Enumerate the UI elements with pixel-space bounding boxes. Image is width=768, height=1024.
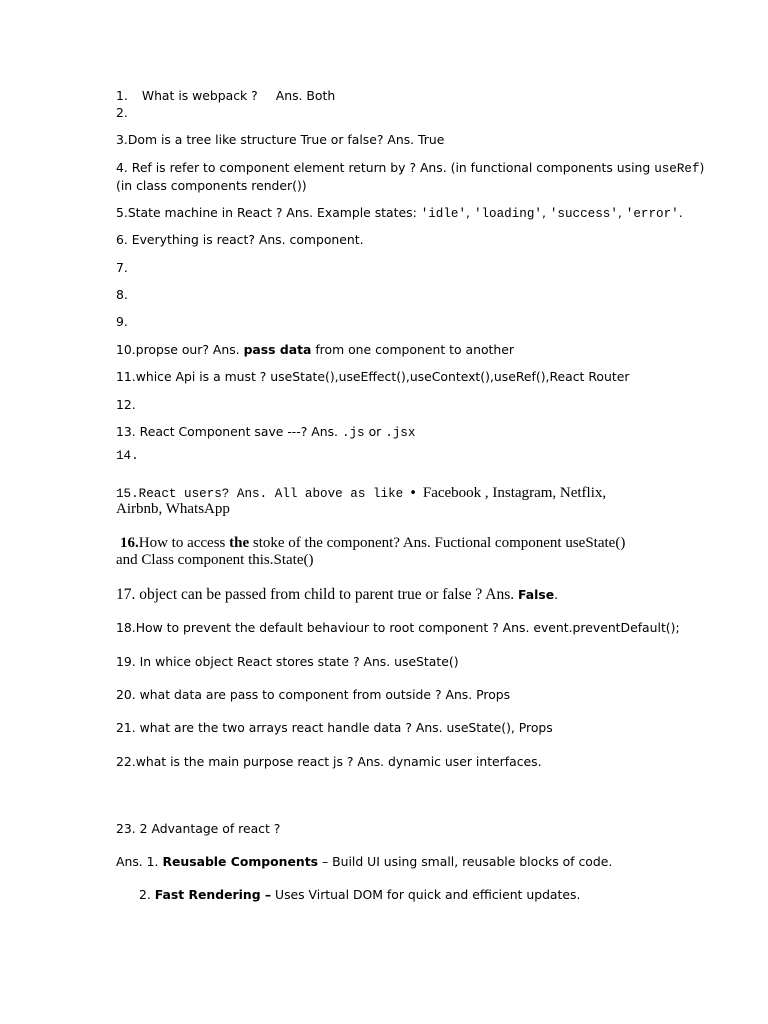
q13-or: or <box>364 424 386 439</box>
question-14: 14. <box>116 449 139 463</box>
question-13 <box>116 423 415 442</box>
question-2: 2. <box>116 105 128 120</box>
question-5 <box>116 204 683 223</box>
question-11: 11.whice Api is a must ? useState(),useEffect(),useContext(),useRef(),React Router <box>116 369 630 384</box>
q5-code-loading: 'loading' <box>473 207 542 221</box>
q5-code-success: 'success' <box>549 207 618 221</box>
ans2-post: Uses Virtual DOM for quick and efficient updates. <box>271 887 581 902</box>
question-17 <box>116 586 558 603</box>
question-6: 6. Everything is react? Ans. component. <box>116 232 364 247</box>
q16-bold: the <box>229 535 250 551</box>
q1-answer: Ans. Both <box>275 88 336 103</box>
q5-sep: , <box>617 205 626 220</box>
q17-end: . <box>554 587 559 602</box>
q5-sep: , <box>541 205 550 220</box>
q17-serif: 17. object can be passed from child to parent true or false ? Ans. <box>116 586 519 603</box>
q13-code-js: .js <box>341 426 365 440</box>
q13-pre: 13. React Component save ---? Ans. <box>116 424 342 439</box>
question-1 <box>116 87 335 104</box>
question-4 <box>116 159 704 178</box>
q16-number: 16. <box>120 535 139 551</box>
question-10 <box>116 341 514 358</box>
q1-text: What is webpack ? <box>141 88 258 103</box>
question-8: 8. <box>116 287 128 302</box>
question-20: 20. what data are pass to component from outside ? Ans. Props <box>116 687 511 702</box>
q10-bold: pass data <box>243 342 312 357</box>
q5-text: 5.State machine in React ? Ans. Example states: <box>116 205 421 220</box>
q4-code: useRef <box>654 162 700 176</box>
question-9: 9. <box>116 314 128 329</box>
q5-end: . <box>678 205 683 220</box>
q10-post: from one component to another <box>311 342 514 357</box>
q13-code-jsx: .jsx <box>385 426 416 440</box>
ans1-bold: Reusable Components <box>162 854 319 869</box>
question-7: 7. <box>116 260 128 275</box>
ans1-pre: Ans. 1. <box>116 854 163 869</box>
q5-code-error: 'error' <box>625 207 679 221</box>
q1-number: 1. <box>116 88 128 103</box>
ans2-bold: Fast Rendering – <box>154 887 272 902</box>
q16-post: stoke of the component? Ans. Fuctional component useState() <box>249 535 626 551</box>
q5-code-idle: 'idle' <box>420 207 467 221</box>
q5-sep: , <box>466 205 474 220</box>
question-15-line-2: Airbnb, WhatsApp <box>116 501 230 517</box>
bullet-icon: • <box>409 486 417 501</box>
q10-pre: 10.propse our? Ans. <box>116 342 244 357</box>
question-3: 3.Dom is a tree like structure True or false? Ans. True <box>116 132 445 147</box>
question-19: 19. In whice object React stores state ? Ans. useState() <box>116 654 459 669</box>
q15-serif: Facebook , Instagram, Netflix, <box>422 485 607 501</box>
question-16 <box>120 535 625 552</box>
question-21: 21. what are the two arrays react handle data ? Ans. useState(), Props <box>116 720 553 735</box>
question-22: 22.what is the main purpose react js ? Ans. dynamic user interfaces. <box>116 754 542 769</box>
ans1-post: – Build UI using small, reusable blocks of code. <box>318 854 613 869</box>
answer-23-point-1 <box>116 853 612 870</box>
question-4-line-2: (in class components render()) <box>116 178 307 193</box>
answer-23-point-2 <box>139 886 580 903</box>
ans2-pre: 2. <box>139 887 155 902</box>
q15-mono: 15.React users? Ans. All above as like <box>116 487 404 501</box>
q4-close: ) <box>699 160 705 175</box>
question-16-line-2: and Class component this.State() <box>116 552 314 568</box>
question-18: 18.How to prevent the default behaviour to root component ? Ans. event.preventDefault(); <box>116 620 680 635</box>
q17-bold: False <box>518 587 555 602</box>
q16-pre: How to access <box>138 535 230 551</box>
question-12: 12. <box>116 397 136 412</box>
question-23: 23. 2 Advantage of react ? <box>116 821 281 836</box>
q4-text: 4. Ref is refer to component element return by ? Ans. (in functional components using <box>116 160 655 175</box>
